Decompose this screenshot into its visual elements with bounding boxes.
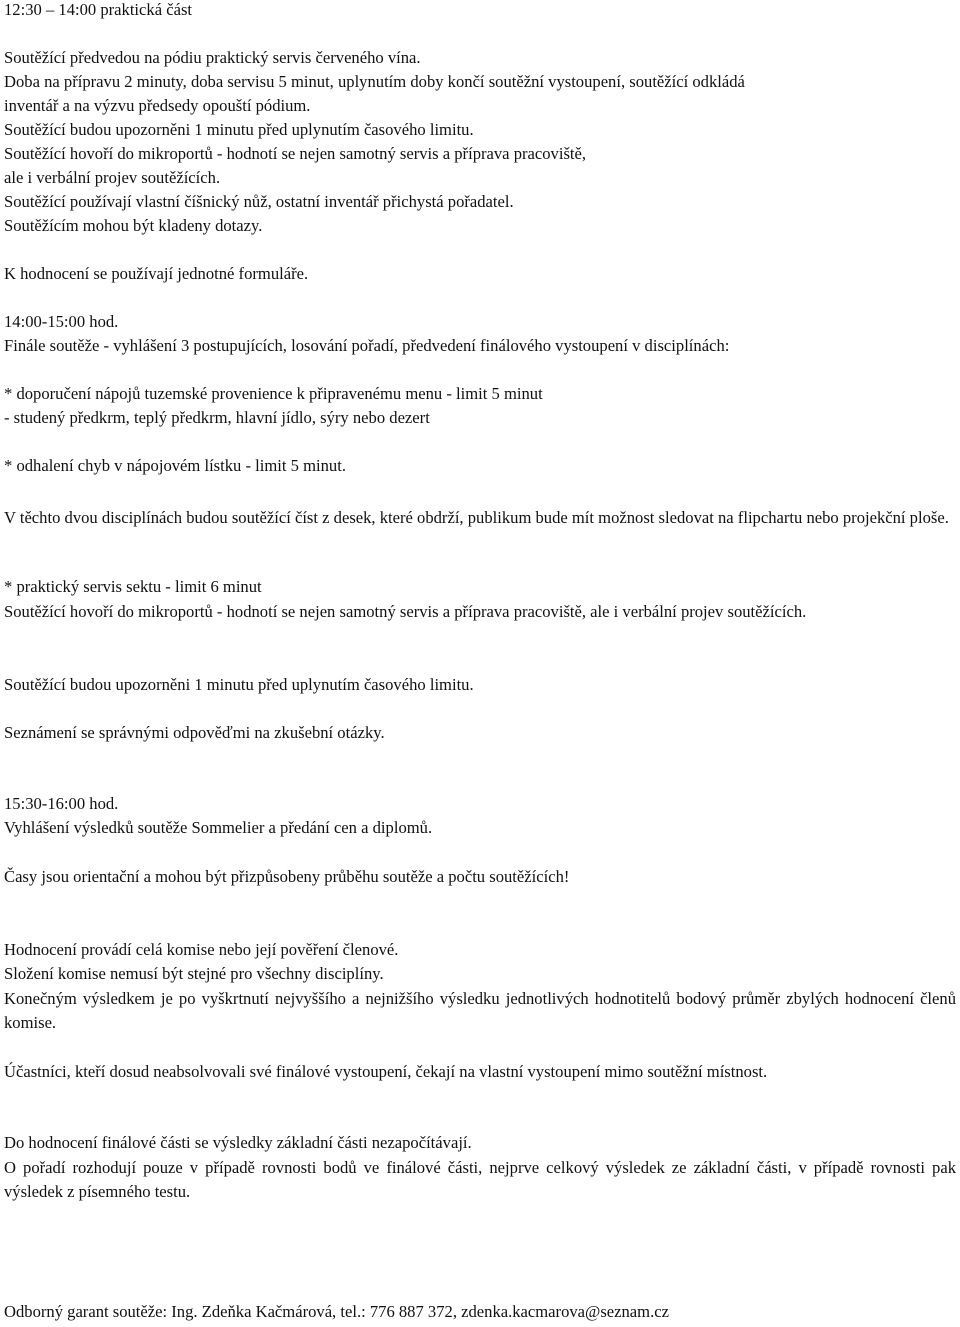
practical-line-1: Soutěžící předvedou na pódiu praktický servis červeného vína. (4, 48, 421, 67)
final-warning: Soutěžící budou upozorněni 1 minutu před uplynutím časového limitu. (4, 675, 474, 694)
footer-guarantor: Odborný garant soutěže: Ing. Zdeňka Kačmárová, tel.: 776 887 372, zdenka.kacmarova@seznam.cz (4, 1302, 669, 1321)
practical-line-4a: Soutěžící hovoří do mikroportů - hodnotí se nejen samotný servis a příprava pracoviště, (4, 144, 587, 163)
discipline-1: * doporučení nápojů tuzemské provenience k připravenému menu - limit 5 minut (4, 384, 543, 403)
results-text: Vyhlášení výsledků soutěže Sommelier a předání cen a diplomů. (4, 818, 433, 837)
practical-line-6: Soutěžícím mohou být kladeny dotazy. (4, 216, 263, 235)
discipline-3: * praktický servis sektu - limit 6 minut (4, 577, 262, 596)
practical-line-4b: ale i verbální projev soutěžících. (4, 168, 221, 187)
practical-line-2b: inventář a na výzvu předsedy opouští pódium. (4, 96, 311, 115)
rule-3: Konečným výsledkem je po vyškrtnutí nejvyššího a nejnižšího výsledku jednotlivých hodnotitelů bodový průměr zbylých hodnocení členů komise. (4, 989, 956, 1032)
practical-line-2a: Doba na přípravu 2 minuty, doba servisu 5 minut, uplynutím doby končí soutěžní vystoupení, soutěžící odkládá (4, 72, 745, 91)
rule-4: Účastníci, kteří dosud neabsolvovali své finálové vystoupení, čekají na vlastní vystoupení mimo soutěžní místnost. (4, 1062, 768, 1081)
practical-line-5: Soutěžící používají vlastní číšnický nůž, ostatní inventář přichystá pořadatel. (4, 192, 514, 211)
final-time-heading: 14:00-15:00 hod. (4, 312, 119, 331)
discipline-2-note: V těchto dvou disciplínách budou soutěžící číst z desek, které obdrží, publikum bude mít možnost sledovat na flipchartu nebo projekční ploše. (4, 508, 949, 527)
discipline-3-note: Soutěžící hovoří do mikroportů - hodnotí se nejen samotný servis a příprava pracoviště, ale i verbální projev soutěžících. (4, 602, 807, 621)
rule-6: O pořadí rozhodují pouze v případě rovnosti bodů ve finálové části, nejprve celkový výsledek ze základní části, v případě rovnosti pak výsledek z písemného testu. (4, 1158, 956, 1201)
rule-2: Složení komise nemusí být stejné pro všechny disciplíny. (4, 964, 384, 983)
discipline-2: * odhalení chyb v nápojovém lístku - limit 5 minut. (4, 456, 346, 475)
rule-1: Hodnocení provádí celá komise nebo její pověření členové. (4, 940, 399, 959)
final-intro: Finále soutěže - vyhlášení 3 postupujících, losování pořadí, předvedení finálového vystoupení v disciplínách: (4, 336, 730, 355)
practical-line-3: Soutěžící budou upozorněni 1 minutu před uplynutím časového limitu. (4, 120, 474, 139)
answers-note: Seznámení se správnými odpověďmi na zkušební otázky. (4, 723, 385, 742)
times-note: Časy jsou orientační a mohou být přizpůsobeny průběhu soutěže a počtu soutěžících! (4, 867, 570, 886)
rule-5: Do hodnocení finálové části se výsledky základní části nezapočítávají. (4, 1133, 472, 1152)
practical-time-heading: 12:30 – 14:00 praktická část (4, 0, 193, 19)
discipline-1-detail: - studený předkrm, teplý předkrm, hlavní jídlo, sýry nebo dezert (4, 408, 430, 427)
results-time-heading: 15:30-16:00 hod. (4, 794, 119, 813)
forms-note: K hodnocení se používají jednotné formuláře. (4, 264, 309, 283)
